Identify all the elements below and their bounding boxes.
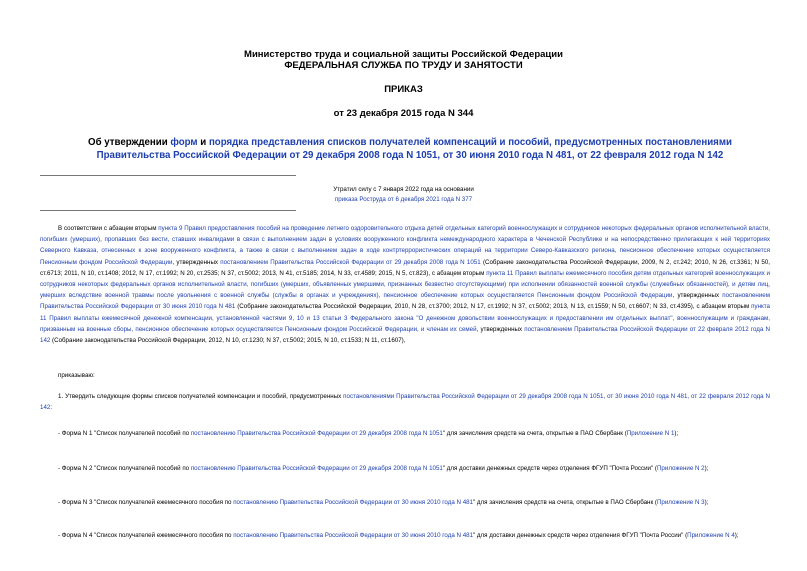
title-text-1: Об утверждении: [88, 137, 171, 148]
status-note-link-line: [0, 194, 807, 205]
item-1-paragraph: [40, 391, 770, 413]
appendix-1-link[interactable]: Приложение N 1: [626, 430, 675, 437]
appendix-4-link[interactable]: Приложение N 4: [687, 532, 735, 539]
procedure-link[interactable]: порядка представления списков получателей компенсаций и пособий, предусмотренных постановлениями Правительства Российской Федерации от 29 декабря 2008 года N 1051, от 30 июня 2010 года N 481, от 22 февраля 2012 года N 142: [96, 137, 732, 161]
status-note: Утратил силу с 7 января 2022 года на основании: [333, 186, 474, 193]
form-text: " для доставки денежных средств через отделения ФГУП "Почта России" (: [473, 532, 688, 539]
form-text: );: [704, 499, 709, 506]
preamble-text: В соответствии с абзацем вторым: [58, 225, 159, 232]
title-text-2: и: [197, 137, 209, 148]
preamble-text: , утвержденных: [476, 325, 525, 333]
form-text: - Форма N 4 "Список получателей ежемесячного пособия по: [58, 532, 234, 539]
form-4-decree-link[interactable]: постановлению Правительства Российской Федерации от 30 июня 2010 года N 481: [233, 532, 474, 539]
form-text: " для зачисления средств на счета, открытые в ПАО Сбербанк (: [442, 430, 627, 437]
form-4-paragraph: [40, 530, 770, 541]
form-text: - Форма N 3 "Список получателей ежемесячного пособия по: [58, 499, 234, 506]
preamble-text: (Собрание законодательства Российской Федерации, 2012, N 10, ст.1230; N 37, ст.5002; 2015, N 10, ст.1533; N 11, ст.1607),: [50, 337, 406, 345]
item-text: 1. Утвердить следующие формы списков получателей компенсации и пособий, предусмотренных: [58, 393, 344, 400]
preamble-text: , утвержденных: [172, 258, 221, 266]
rules-2012-link[interactable]: пункта 11 Правил выплаты ежемесячной денежной компенсации, установленной частями 9, 10 и 13 статьи 3 Федерального закона "О денежном довольствии военнослужащих и предоставлении им отдельных выплат", военнослужащим и гражданам, призванным на военные сборы, пенсионное обеспечение которых осуществляется Пенсионным фондом Российской Федерации, и членам их семей: [40, 303, 770, 333]
document-title: [60, 136, 760, 162]
ministry-name: Министерство труда и социальной защиты Российской Федерации: [244, 49, 563, 60]
appendix-3-link[interactable]: Приложение N 3: [656, 499, 705, 506]
document-type: ПРИКАЗ: [384, 84, 423, 95]
decrees-link[interactable]: постановлениями Правительства Российской Федерации от 29 декабря 2008 года N 1051, от 30 июня 2010 года N 481, от 22 февраля 2012 года N 142: [40, 393, 770, 412]
form-1-paragraph: [40, 428, 770, 439]
appendix-2-link[interactable]: Приложение N 2: [656, 465, 705, 472]
divider-top: [40, 175, 296, 176]
form-text: " для зачисления средств на счета, открытые в ПАО Сбербанк (: [473, 499, 657, 506]
form-text: );: [704, 465, 709, 472]
decree-481-link[interactable]: постановлением Правительства Российской Федерации от 30 июня 2010 года N 481: [40, 292, 770, 311]
form-3-decree-link[interactable]: постановлению Правительства Российской Федерации от 30 июня 2010 года N 481: [233, 499, 474, 506]
divider-bottom: [40, 210, 296, 211]
item-text: :: [50, 404, 53, 412]
preamble-text: , утвержденных: [672, 292, 723, 300]
form-2-paragraph: [40, 463, 770, 474]
rules-2008-link[interactable]: пункта 9 Правил предоставления пособий на проведение летнего оздоровительного отдыха детей отдельных категорий военнослужащих и сотрудников некоторых федеральных органов исполнительной власти, погибших (умерших), пропавших без вести, ставших инвалидами в связи с выполнением задач в условиях вооруженного конфликта немеждународного характера в Чеченской Республике и на непосредственно прилегающих к ней территориях Северного Кавказа, отнесенных к зоне вооруженного конфликта, а также в связи с выполнением задач в ходе контртеррористических операций на территории Северо-Кавказского региона, пенсионное обеспечение которых осуществляется Пенсионным фондом Российской Федерации: [40, 225, 770, 266]
forms-link[interactable]: форм: [170, 137, 198, 148]
form-text: - Форма N 1 "Список получателей пособий по: [58, 430, 191, 437]
preamble-text: (Собрание законодательства Российской Федерации, 2010, N 28, ст.3700; 2012, N 17, ст.1992; N 37, ст.5002; 2013, N 13, ст.1559; N 50, ст.6607; N 33, ст.4395), с абзацем вторым: [235, 303, 752, 311]
service-name: ФЕДЕРАЛЬНАЯ СЛУЖБА ПО ТРУДУ И ЗАНЯТОСТИ: [284, 60, 523, 71]
form-text: );: [674, 430, 679, 437]
order-word: приказываю:: [58, 372, 95, 379]
form-text: - Форма N 2 "Список получателей пособий по: [58, 465, 191, 472]
repeal-order-link[interactable]: приказа Роструда от 6 декабря 2021 года N 377: [334, 196, 473, 203]
form-1-decree-link[interactable]: постановлению Правительства Российской Федерации от 29 декабря 2008 года N 1051: [190, 430, 443, 437]
form-text: " для доставки денежных средств через отделения ФГУП "Почта России" (: [442, 465, 657, 472]
form-3-paragraph: [40, 497, 770, 508]
form-text: );: [734, 532, 739, 539]
form-2-decree-link[interactable]: постановлению Правительства Российской Федерации от 29 декабря 2008 года N 1051: [190, 465, 443, 472]
rules-2010-link[interactable]: пункта 11 Правил выплаты ежемесячного пособия детям отдельных категорий военнослужащих и сотрудников некоторых федеральных органов исполнительной власти, погибших (умерших, объявленных умершими, признанных безвестно отсутствующими) при исполнении обязанностей военной службы (служебных обязанностей), и детям лиц, умерших вследствие военной травмы после увольнения с военной службы (службы в органах и учреждениях), пенсионное обеспечение которых осуществляется Пенсионным фондом Российской Федерации: [40, 269, 771, 300]
preamble-paragraph: [40, 223, 770, 346]
decree-142-link[interactable]: постановлением Правительства Российской Федерации от 22 февраля 2012 года N 142: [40, 325, 770, 345]
document-date-number: от 23 декабря 2015 года N 344: [333, 108, 474, 119]
preamble-text: (Собрание законодательства Российской Федерации, 2009, N 2, ст.242; 2010, N 26, ст.3361; N 50, ст.6713; 2011, N 10, ст.1408; 2012, N 17, ст.1992; N 20, ст.2535; N 37, ст.5002; 2013, N 41, ст.5185; 2014, N 33, ст.4589; 2015, N 5, ст.823), с абзацем вторым: [40, 258, 770, 277]
decree-1051-link[interactable]: постановлением Правительства Российской Федерации от 29 декабря 2008 года N 1051: [220, 258, 481, 266]
